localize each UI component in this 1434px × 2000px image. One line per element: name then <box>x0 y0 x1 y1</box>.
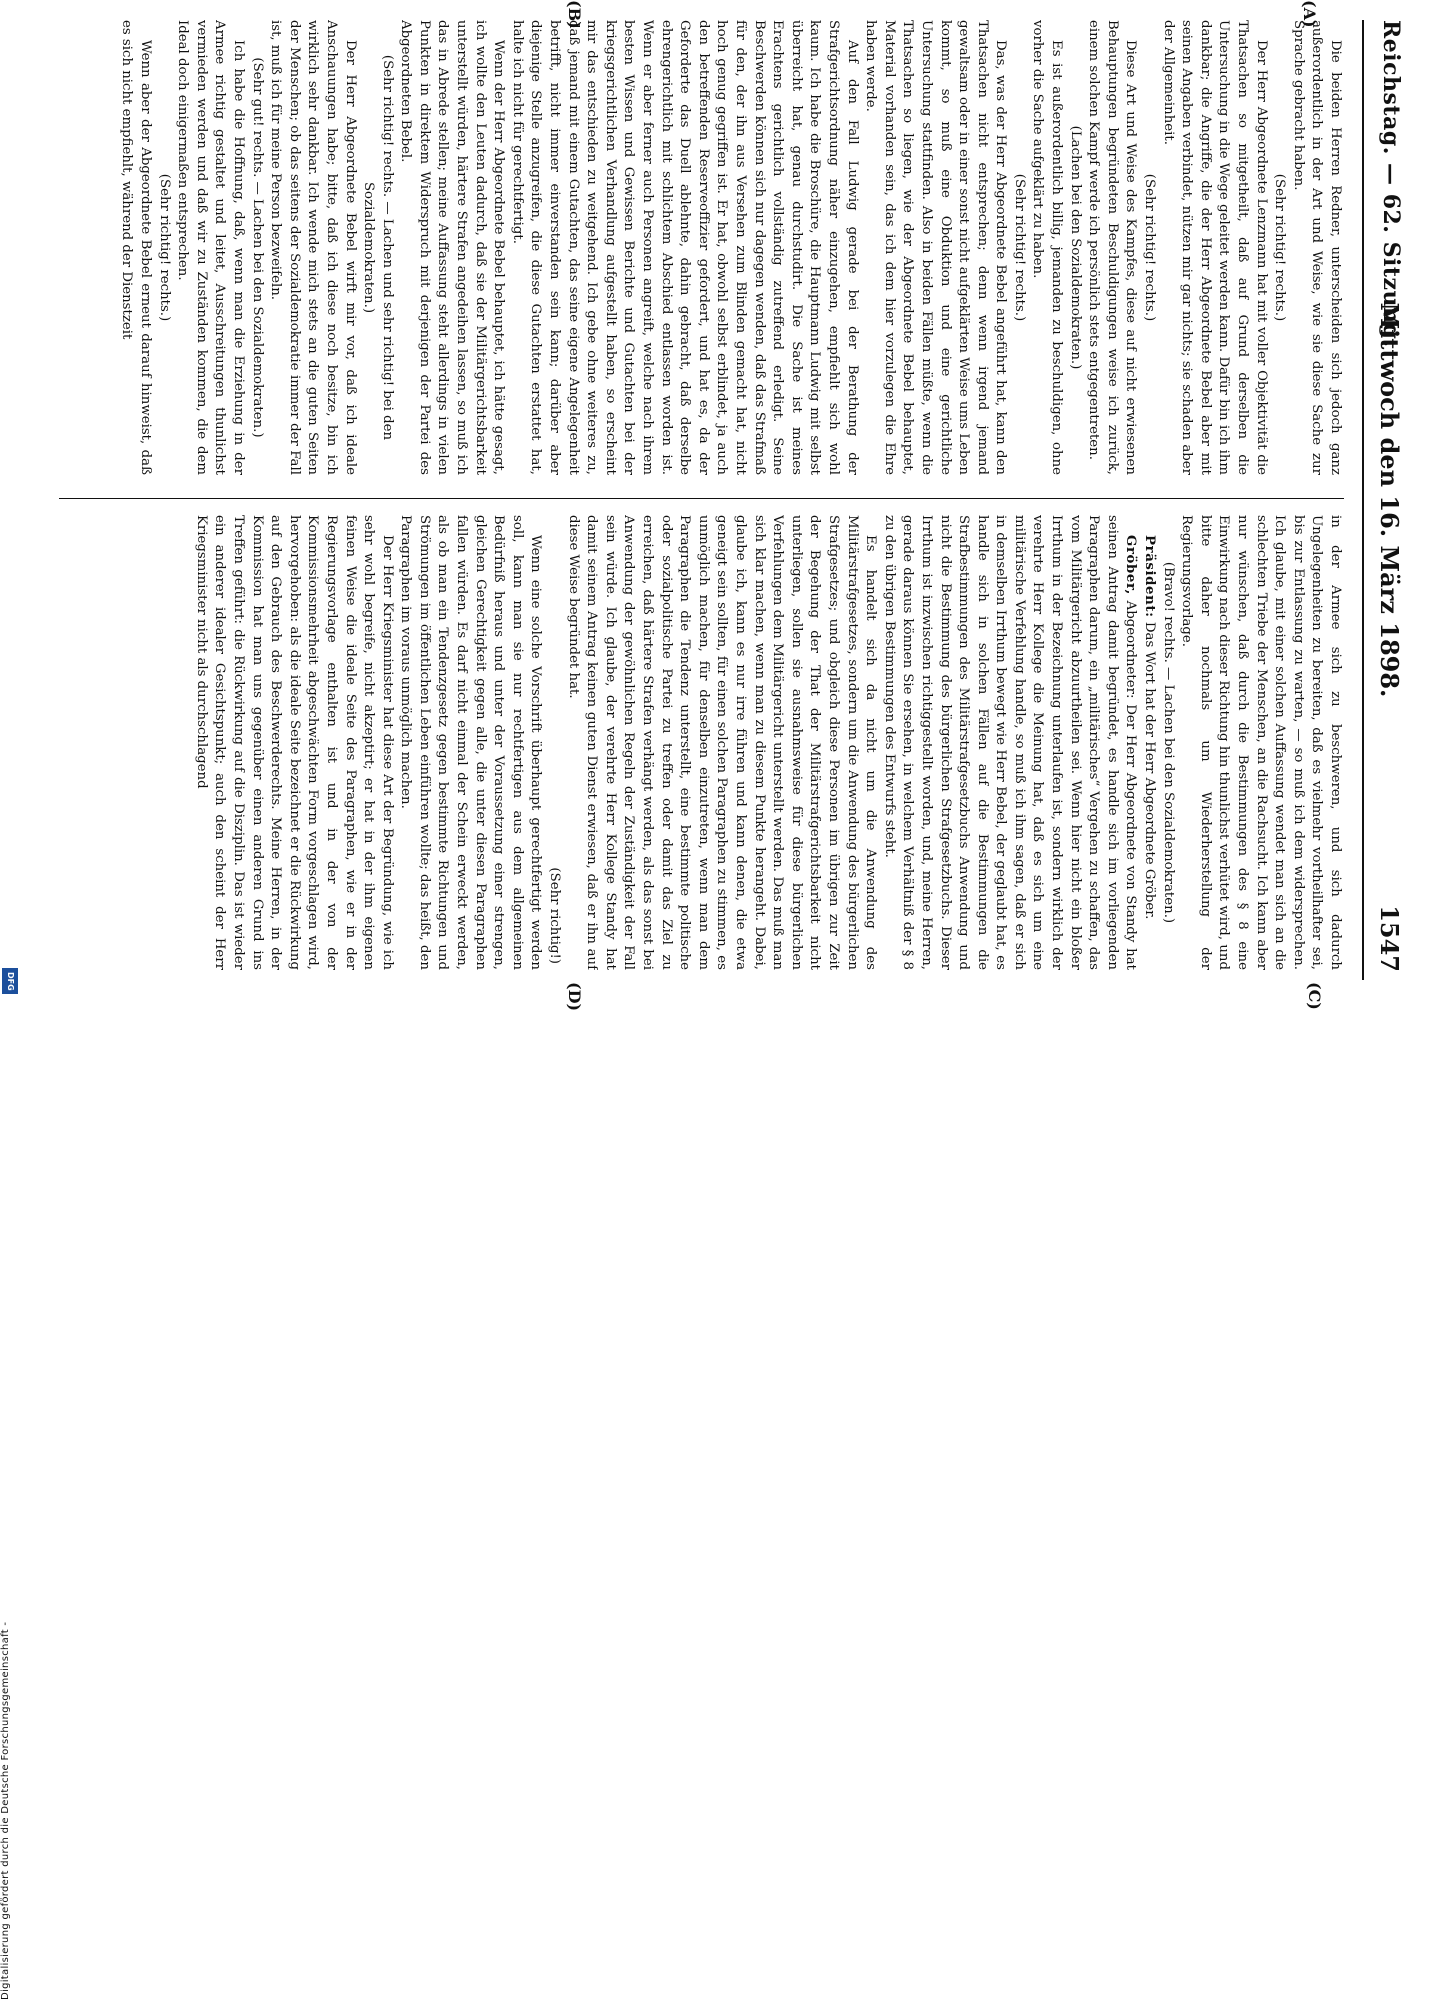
paragraph: Ich habe die Hoffnung, daß, wenn man die Erziehung in der Armee richtig gestaltet und leitet, Ausschreitungen thunlichst vermieden werden und daß wir zu Zuständen kommen, die dem Ideal doch einigermaßen entsprechen. <box>175 20 246 475</box>
page-header <box>1358 20 1418 980</box>
speaker-name: Gröber, <box>1123 535 1139 595</box>
paragraph: Das, was der Herr Abgeordnete Bebel angeführt hat, kann den Thatsachen nicht entsprechen; denn wenn irgend jemand gewaltsam oder in einer sonst nicht aufgeklärten Weise ums Leben kommt, so muß eine Obduktion und eine gerichtliche Untersuchung stattfinden. Also in beiden Fällen müßte, wenn die Thatsachen so liegen, wie der Abgeordnete Bebel behauptet, Material vorhanden sein, das ich dem hier vorzulegen die Ehre haben werde. <box>863 20 1009 475</box>
paragraph: Wenn der Herr Abgeordnete Bebel behauptet, ich hätte gesagt, ich wollte den Leuten dadurch, daß sie der Militärgerichtsbarkeit unterstellt würden, härtere Strafen angedeihen lassen, so muß ich das in Abrede stellen; meine Auffassung steht allerdings in vielen Punkten in direktem Widerspruch mit derjenigen der Partei des Abgeordneten Bebel. <box>398 20 507 475</box>
paragraph: Auf den Fall Ludwig gerade bei der Berathung der Strafgerichtsordnung näher einzugehen, empfiehlt sich wohl kaum. Ich habe die Broschüre, die Hauptmann Ludwig mit selbst überreicht hat, genau durchstudirt. Die Sache ist meines Erachtens gerichtlich vollständig zutreffend erledigt. Seine Beschwerden können sich nur dagegen wenden, daß das Strafmaß für den, der ihn aus Versehen zum Blinden gemacht hat, nicht hoch genug gegriffen ist. Er hat, obwohl selbst erblindet, ja auch den betreffenden Reserveoffizier gefordert, und hat es, da der Geforderte das Duell ablehnte, dahin gebracht, daß derselbe ehrengerichtlich mit schlichtem Abschied entlassen worden ist. Wenn er aber ferner auch Personen angreift, welche nach ihrem besten Wissen und Gewissen Berichte und Gutachten bei der kriegsgerichtlichen Verhandlung aufgestellt haben, so erscheint mir das entschieden zu weitgehend. Ich gebe ohne weiteres zu, daß jemand mit einem Gutachten, das seine eigene Angelegenheit betrifft, nicht immer einverstanden sein kann; darüber aber diejenige Stelle anzugreifen, die diese Gutachten erstattet hat, halte ich nicht für gerechtfertigt. <box>509 20 860 475</box>
paragraph: Der Herr Abgeordnete Bebel wirft mir vor, daß ich ideale Anschauungen habe; bitte, daß ich diese noch besitze, bin ich wirklich sehr dankbar. Ich wende mich stets an die guten Seiten der Menschen; ob das seitens der Sozialdemokratie immer der Fall ist, muß ich für meine Person bezweifeln. <box>268 20 358 475</box>
interjection: (Sehr richtig! rechts.) <box>1142 173 1158 322</box>
speech-text: Das Wort hat der Herr Abgeordnete Gröber. <box>1142 621 1158 920</box>
digitization-credit: Digitalisierung gefördert durch die Deutsche Forschungsgemeinschaft - <box>0 1621 11 2000</box>
running-head-session: Reichstag. — 62. Sitzung. <box>1378 20 1404 348</box>
interjection: (Sehr richtig! rechts.) <box>156 173 172 322</box>
page-number: 1547 <box>1375 905 1404 972</box>
margin-marker-a: (A) <box>1300 0 1319 28</box>
left-column <box>59 20 1344 475</box>
digitization-sidebar <box>0 0 22 2000</box>
paragraph: Diese Art und Weise des Kampfes, diese auf nicht erwiesenen Behauptungen begründeten Beschuldigungen weise ich zurück, einem solchen Kampf werde ich persönlich stets entgegentreten. <box>1086 20 1139 475</box>
interjection: (Bravo! rechts. — Lachen bei den Sozialdemokraten.) <box>1160 561 1176 924</box>
paragraph: Der Herr Kriegsminister hat diese Art der Begründung, wie ich sehr wohl begreife, nicht akzeptirt; er hat in der ihm eigenen feinen Weise die ideale Seite des Paragraphen, wie er in der Regierungsvorlage enthalten ist und in der von der Kommissionsmehrheit abgeschwächten Form vorgeschlagen wird, hervorgehoben: als die ideale Seite bezeichnet er die Rückwirkung auf den Gebrauch des Beschwerderechts. Meine Herren, in der Kommission hat man uns gegenüber einen anderen Grund ins Treffen geführt: die Rückwirkung auf die Disziplin. Das ist wieder ein anderer idealer Gesichtspunkt; auch den scheint der Herr Kriegsminister nicht als durchschlagend <box>193 515 395 970</box>
speaker-paragraph <box>1139 515 1158 970</box>
right-column <box>59 515 1344 970</box>
margin-marker-d: (D) <box>565 982 584 1012</box>
paragraph: Die beiden Herren Redner, unterscheiden sich jedoch ganz außerordentlich in der Art und Weise, wie sie diese Sache zur Sprache gebracht haben. <box>1290 20 1343 475</box>
interjection: (Sehr richtig! rechts.) <box>1011 173 1027 322</box>
speech-text: Abgeordneter: Der Herr Abgeordnete von Standy hat seinen Antrag damit begründet, es handle sich im vorliegenden Paragraphen darum, ein „militärisches“ Vergehen zu schaffen, das vom Militärgericht abzuurtheilen sei. Wenn hier nicht ein bloßer Irrthum in der Bezeichnung unterlaufen ist, sondern wirklich der verehrte Herr Kollege die Meinung hat, daß es sich um eine militärische Verfehlung handle, so muß ich ihm sagen, daß er sich in demselben Irrthum bewegt wie Herr Bebel, der geglaubt hat, es handle sich in solchen Fällen auf die Bestimmungen die Strafbestimmungen des Militärstrafgesetzbuchs Anwendung und nicht die Bestimmung des bürgerlichen Strafgesetzbuchs. Dieser Irrthum ist inzwischen richtiggestellt worden, und, meine Herren, gerade daraus können Sie ersehen, in welchem Verhältniß der § 8 zu den übrigen Bestimmungen des Entwurfs steht. <box>881 515 1139 970</box>
running-head-date: Mittwoch den 16. März 1898. <box>1375 302 1404 698</box>
paragraph: in der Armee sich zu beschweren, und sich dadurch Ungelegenheiten zu bereiten, daß es vielmehr vortheilhafter sei, bis zur Entlassung zu warten, — so muß ich dem widersprechen. Ich glaube, mit einer solchen Auffassung wendet man sich an die schlechten Triebe der Menschen, an die Rachsucht. Ich kann aber nur wünschen, daß durch die Bestimmungen des § 8 eine Einwirkung nach dieser Richtung hin thunlichst verhütet wird, und bitte daher nochmals um Wiederherstellung der Regierungsvorlage. <box>1179 515 1343 970</box>
speaker-name: Präsident: <box>1142 535 1158 618</box>
paragraph: Wenn eine solche Vorschrift überhaupt gerechtfertigt werden soll, kann man sie nur rechtfertigen aus dem allgemeinen Bedürfniß heraus und unter der Voraussetzung einer strengen, gleichen Gerechtigkeit gegen alle, die unter diesen Paragraphen fallen würden. Es darf nicht einmal der Schein erweckt werden, als ob man ein Tendenzgesetz gegen bestimmte Richtungen und Strömungen im öffentlichen Leben einführen wollte; das heißt, den Paragraphen im voraus unmöglich machen. <box>398 515 544 970</box>
dfg-logo: DFG <box>2 968 18 994</box>
paragraph: Es handelt sich da nicht um die Anwendung des Militärstrafgesetzes, sondern um die Anwendung des bürgerlichen Strafgesetzes; und obgleich diese Personen im übrigen zur Zeit der Begehung der That der Militärstrafgerichtsbarkeit nicht unterliegen, sollen sie ausnahmsweise für diese bürgerlichen Verfehlungen dem Militärgericht unterstellt werden. Das muß man sich klar machen, wenn man zu diesem Punkte herangeht. Dabei, glaube ich, kann es nur irre führen und kann denen, die etwa geneigt sein sollten, für einen solchen Paragraphen zu stimmen, es unmöglich machen, für denselben einzutreten, wenn man dem Paragraphen die Tendenz unterstellt, eine bestimmte politische oder sozialpolitische Partei zu treffen oder damit das Ziel zu erreichen, daß härtere Strafen verhängt werden, als das sonst bei Anwendung der gewöhnlichen Regeln der Zuständigkeit der Fall sein würde. Ich glaube, der verehrte Herr Kollege Standy hat damit seinem Antrag keinen guten Dienst erwiesen, daß er ihn auf diese Weise begründet hat. <box>565 515 879 970</box>
interjection: (Sehr richtig! rechts. — Lachen und sehr richtig! bei den Sozialdemokraten.) <box>361 54 395 441</box>
header-rule <box>1362 20 1364 980</box>
interjection: (Sehr richtig! rechts.) <box>1272 173 1288 322</box>
interjection: (Sehr richtig!) <box>547 867 563 964</box>
paragraph: Es ist außerordentlich billig, jemanden zu beschuldigen, ohne vorher die Sache aufgeklärt zu haben. <box>1030 20 1065 475</box>
paragraph: Der Herr Abgeordnete Lenzmann hat mit voller Objektivität die Thatsachen so mitgetheilt, daß auf Grund derselben die Untersuchung in die Wege geleitet werden kann. Dafür bin ich ihm dankbar; die Angriffe, die der Herr Abgeordnete Bebel aber mit seinen Angaben verbindet, nützen mir gar nichts; sie schaden aber der Allgemeinheit. <box>1160 20 1269 475</box>
margin-marker-b: (B) <box>565 0 584 29</box>
column-divider <box>59 498 1344 499</box>
margin-marker-c: (C) <box>1305 982 1324 1010</box>
paragraph: Wenn aber der Abgeordnete Bebel erneut darauf hinweist, daß es sich nicht empfiehlt, während der Dienstzeit <box>119 20 153 475</box>
speaker-paragraph <box>879 515 1139 970</box>
interjection: (Sehr gut! rechts. — Lachen bei den Sozialdemokraten.) <box>249 57 265 438</box>
interjection: (Lachen bei den Sozialdemokraten.) <box>1067 125 1083 370</box>
